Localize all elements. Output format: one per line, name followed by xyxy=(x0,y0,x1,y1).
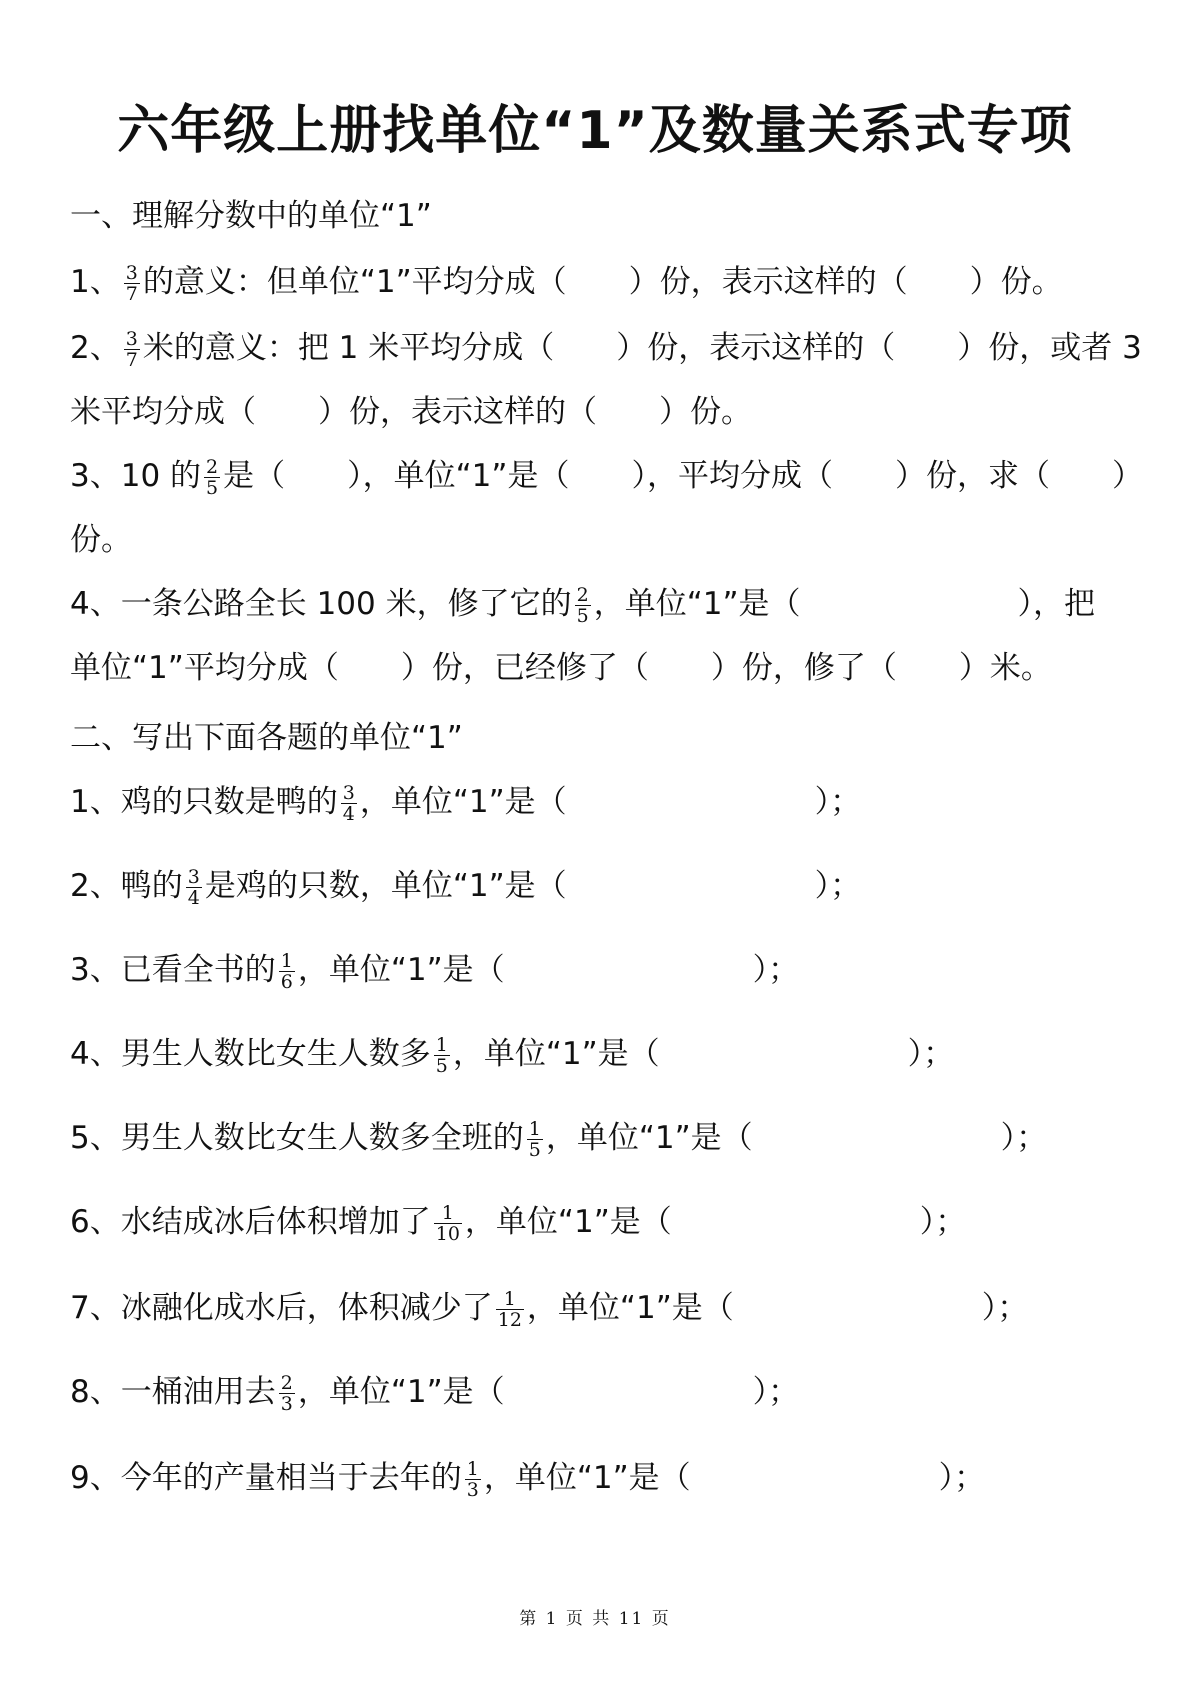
question-text: 的意义：但单位“1”平均分成（ ）份，表示这样的（ ）份。 xyxy=(142,264,1063,300)
fraction xyxy=(575,585,591,626)
question-prefix: 8、一桶油用去 xyxy=(70,1374,276,1410)
question-prefix: 9、今年的产量相当于去年的 xyxy=(70,1460,462,1496)
fraction-denominator: 4 xyxy=(187,887,200,909)
question-2-1 xyxy=(70,782,1120,826)
question-1-2 xyxy=(70,328,1142,372)
fraction xyxy=(434,1203,462,1244)
question-prefix: 3、10 的 xyxy=(70,458,202,494)
question-text: 米的意义：把 1 米平均分成（ ）份，表示这样的（ ）份，或者 3 xyxy=(142,330,1142,366)
fraction xyxy=(124,329,140,370)
question-2-4 xyxy=(70,1034,1120,1078)
question-text: ，单位“1”是（ ）； xyxy=(483,1460,986,1496)
fraction-numerator: 2 xyxy=(280,1372,293,1394)
fraction xyxy=(124,263,140,304)
question-2-5 xyxy=(70,1118,1120,1162)
question-2-9 xyxy=(70,1458,1120,1502)
fraction-numerator: 2 xyxy=(206,456,219,478)
section-heading: 一、理解分数中的单位“1” xyxy=(70,198,432,234)
fraction-numerator: 3 xyxy=(125,328,138,350)
fraction xyxy=(527,1119,543,1160)
question-2-2 xyxy=(70,866,1120,910)
fraction-numerator: 3 xyxy=(187,866,200,888)
fraction xyxy=(496,1289,524,1330)
question-prefix: 2、 xyxy=(70,330,121,366)
question-prefix: 4、男生人数比女生人数多 xyxy=(70,1036,431,1072)
question-text: ，单位“1”是（ ）； xyxy=(545,1120,1048,1156)
fraction-numerator: 3 xyxy=(125,262,138,284)
question-prefix: 7、冰融化成水后，体积减少了 xyxy=(70,1290,493,1326)
section-heading: 二、写出下面各题的单位“1” xyxy=(70,720,463,756)
fraction-numerator: 1 xyxy=(435,1034,448,1056)
fraction-denominator: 5 xyxy=(206,477,219,499)
question-2-8 xyxy=(70,1372,1120,1416)
fraction xyxy=(279,1373,295,1414)
fraction-numerator: 2 xyxy=(576,584,589,606)
fraction-numerator: 3 xyxy=(342,782,355,804)
question-text: ，单位“1”是（ ）； xyxy=(526,1290,1029,1326)
question-text: ，单位“1”是（ ），把 xyxy=(593,586,1096,622)
question-text: 是（ ），单位“1”是（ ），平均分成（ ）份，求（ ） xyxy=(223,458,1143,494)
question-prefix: 1、鸡的只数是鸭的 xyxy=(70,784,338,820)
question-1-3 xyxy=(70,456,1143,500)
fraction-numerator: 1 xyxy=(441,1202,454,1224)
question-1-4 xyxy=(70,584,1120,628)
fraction-denominator: 6 xyxy=(280,971,293,993)
question-prefix: 3、已看全书的 xyxy=(70,952,276,988)
fraction-numerator: 1 xyxy=(466,1458,479,1480)
fraction-denominator: 3 xyxy=(280,1393,293,1415)
question-text: 是鸡的只数，单位“1”是（ ）； xyxy=(204,868,862,904)
fraction-denominator: 5 xyxy=(435,1055,448,1077)
page-title: 六年级上册找单位“1”及数量关系式专项 xyxy=(117,101,1073,161)
question-prefix: 1、 xyxy=(70,264,121,300)
fraction-denominator: 5 xyxy=(576,605,589,627)
question-prefix: 6、水结成冰后体积增加了 xyxy=(70,1204,431,1240)
question-text: ，单位“1”是（ ）； xyxy=(452,1036,955,1072)
question-2-3 xyxy=(70,950,1120,994)
fraction-denominator: 3 xyxy=(466,1479,479,1501)
question-prefix: 2、鸭的 xyxy=(70,868,183,904)
question-prefix: 4、一条公路全长 100 米，修了它的 xyxy=(70,586,572,622)
fraction-numerator: 1 xyxy=(503,1288,516,1310)
fraction-denominator: 12 xyxy=(497,1309,522,1331)
question-1-2-cont: 米平均分成（ ）份，表示这样的（ ）份。 xyxy=(70,394,752,430)
fraction-denominator: 7 xyxy=(125,283,138,305)
question-text: ，单位“1”是（ ）； xyxy=(359,784,862,820)
fraction xyxy=(204,457,220,498)
question-prefix: 5、男生人数比女生人数多全班的 xyxy=(70,1120,524,1156)
question-1-1 xyxy=(70,262,1120,306)
fraction xyxy=(341,783,357,824)
fraction-denominator: 5 xyxy=(528,1139,541,1161)
page-footer: 第 1 页 共 11 页 xyxy=(519,1609,671,1629)
question-1-3-cont: 份。 xyxy=(70,522,132,558)
fraction xyxy=(434,1035,450,1076)
fraction-denominator: 4 xyxy=(342,803,355,825)
fraction-numerator: 1 xyxy=(280,950,293,972)
question-text: ，单位“1”是（ ）； xyxy=(464,1204,967,1240)
fraction-numerator: 1 xyxy=(528,1118,541,1140)
fraction xyxy=(279,951,295,992)
fraction-denominator: 7 xyxy=(125,349,138,371)
fraction xyxy=(186,867,202,908)
fraction xyxy=(465,1459,481,1500)
question-2-6 xyxy=(70,1202,1120,1246)
question-text: ，单位“1”是（ ）； xyxy=(297,1374,800,1410)
fraction-denominator: 10 xyxy=(435,1223,460,1245)
question-text: ，单位“1”是（ ）； xyxy=(297,952,800,988)
question-2-7 xyxy=(70,1288,1120,1332)
question-1-4-cont: 单位“1”平均分成（ ）份，已经修了（ ）份，修了（ ）米。 xyxy=(70,650,1052,686)
